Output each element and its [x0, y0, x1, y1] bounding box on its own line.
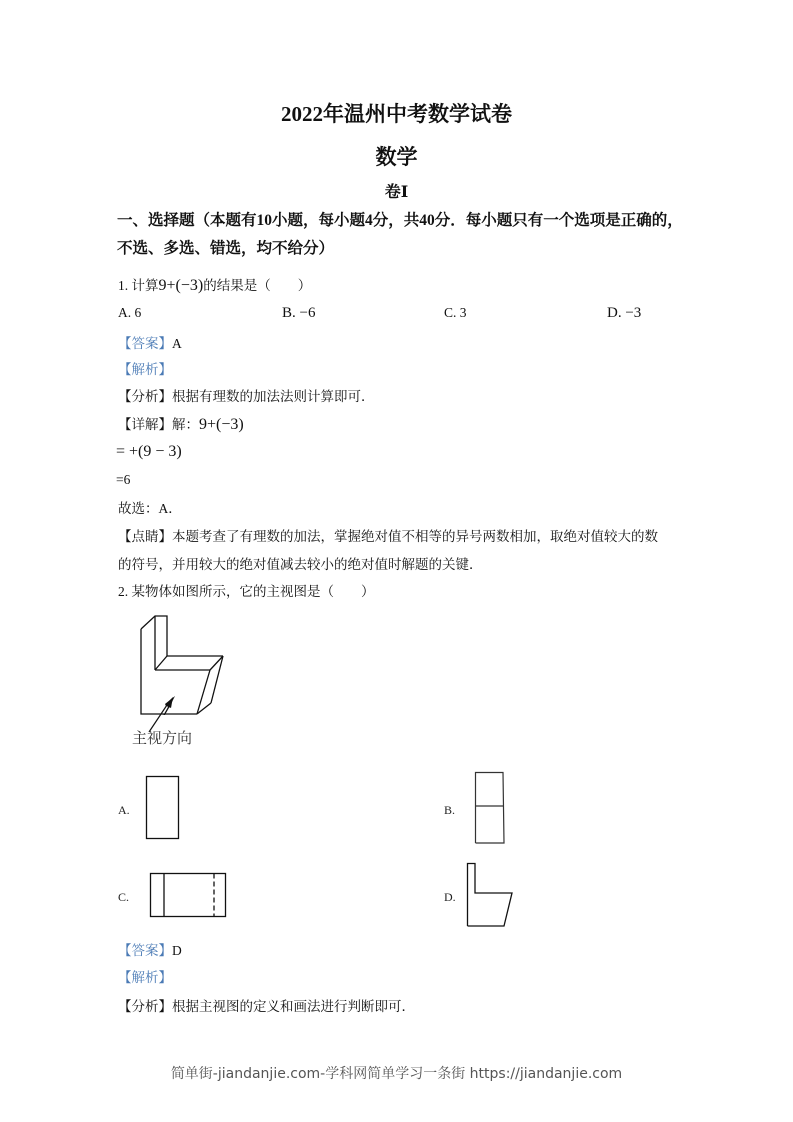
q1-conclusion: 故选：A．: [118, 501, 182, 516]
volume-title: 卷Ⅰ: [384, 184, 409, 201]
q1-answer: [118, 332, 182, 352]
q1-fenxi: 【分析】根据有理数的加法法则计算即可．: [118, 389, 375, 404]
q1-analysis-tag: 【解析】: [118, 362, 172, 377]
q2-option-b-figure: [474, 771, 508, 845]
q1-option-a: A. 6: [118, 305, 142, 320]
q1-comment-line2: 的符号，并用较大的绝对值减去较小的绝对值时解题的关键．: [118, 557, 483, 572]
footer-watermark: 简单街-jiandanjie.com-学科网简单学习一条街 https://jiandanjie.com: [170, 1066, 623, 1082]
q1-option-b: B. −6: [282, 305, 316, 321]
detail-prefix: 【详解】解：: [118, 417, 199, 432]
q1-stem-prefix: 1. 计算: [118, 278, 159, 293]
q2-answer: [118, 939, 182, 959]
q1-comment-line1: 【点睛】本题考查了有理数的加法，掌握绝对值不相等的异号两数相加，取绝对值较大的数: [118, 529, 658, 544]
q1-option-d: D. −3: [607, 305, 642, 321]
q1-stem-math: 9+(−3): [158, 277, 204, 294]
q1-step2: =6: [116, 472, 131, 487]
q2-option-a-label: A.: [118, 803, 130, 817]
section-heading: 一、选择题（本题有10小题，每小题4分，共40分．每小题只有一个选项是正确的，不选、多选、错选，均不给分）: [117, 212, 683, 257]
q2-option-c-label: C.: [118, 890, 130, 904]
q1-option-c: C. 3: [444, 305, 467, 320]
exam-title: 2022年温州中考数学试卷: [281, 102, 512, 126]
q2-option-c-figure: [149, 872, 229, 918]
q2-option-b-label: B.: [444, 803, 456, 817]
answer-value: A: [172, 336, 182, 351]
q2-option-d-label: D.: [444, 890, 456, 904]
answer-value: D: [172, 943, 182, 958]
q1-stem: [118, 274, 311, 295]
q2-stem: 2. 某物体如图所示，它的主视图是（ ）: [118, 584, 375, 599]
answer-tag: 【答案】: [118, 336, 172, 351]
q1-detail: [118, 413, 244, 434]
q2-option-d-figure: [466, 862, 522, 928]
answer-tag: 【答案】: [118, 943, 172, 958]
q2-figure-caption: 主视方向: [132, 729, 193, 747]
q2-analysis-tag: 【解析】: [118, 970, 172, 985]
q2-option-a-figure: [145, 775, 181, 840]
q1-stem-suffix: 的结果是（ ）: [203, 278, 312, 293]
q2-fenxi: 【分析】根据主视图的定义和画法进行判断即可．: [118, 999, 415, 1014]
subject-title: 数学: [375, 145, 418, 169]
q1-step1: = +(9 − 3): [116, 443, 182, 460]
detail-math: 9+(−3): [199, 416, 244, 433]
